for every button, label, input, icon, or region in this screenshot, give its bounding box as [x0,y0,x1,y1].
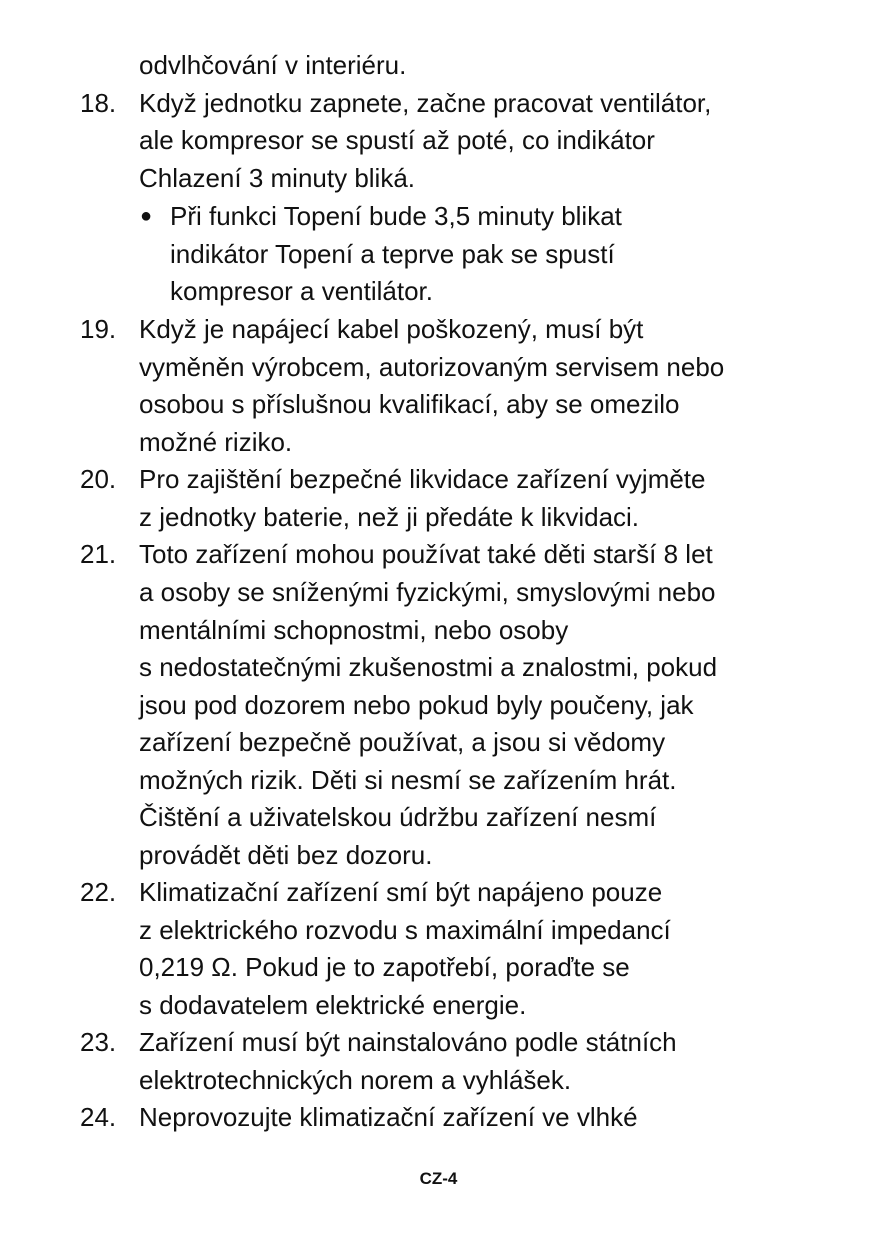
item-20-number: 20. [80,464,117,494]
item-22-number: 22. [80,877,117,907]
item-20-line-1: Pro zajištění bezpečné likvidace zařízení vyjměte [139,464,706,494]
item-21-number: 21. [80,539,117,569]
item-22-line-3: 0,219 Ω. Pokud je to zapotřebí, poraďte se [139,952,630,982]
item-23-line-2: elektrotechnických norem a vyhlášek. [139,1065,572,1095]
item-18-line-1: Když jednotku zapnete, začne pracovat ventilátor, [139,88,712,118]
item-23-line-1: Zařízení musí být nainstalováno podle státních [139,1027,677,1057]
item-22-line-2: z elektrického rozvodu s maximální impedancí [139,915,671,945]
item-19-line-1: Když je napájecí kabel poškozený, musí být [139,314,644,344]
page-number: CZ-4 [419,1169,458,1188]
item-22-line-4: s dodavatelem elektrické energie. [139,990,527,1020]
item-19-line-4: možné riziko. [139,427,293,457]
item-21-line-4: s nedostatečnými zkušenostmi a znalostmi, pokud [139,652,718,682]
item-19-line-2: vyměněn výrobcem, autorizovaným servisem nebo [139,352,725,382]
item-18-line-2: ale kompresor se spustí až poté, co indikátor [139,125,655,155]
bullet-icon: ● [140,205,153,227]
item-21-line-3: mentálními schopnostmi, nebo osoby [139,615,569,645]
item-21-line-1: Toto zařízení mohou používat také děti starší 8 let [139,539,713,569]
item-21-line-9: provádět děti bez dozoru. [139,840,433,870]
item-23-number: 23. [80,1027,117,1057]
item-21-line-7: možných rizik. Děti si nesmí se zařízením hrát. [139,765,677,795]
item-22-line-1: Klimatizační zařízení smí být napájeno pouze [139,877,663,907]
item-continuation-line-1: odvlhčování v interiéru. [139,50,407,80]
item-20-line-2: z jednotky baterie, než ji předáte k likvidaci. [139,502,640,532]
item-21-line-2: a osoby se sníženými fyzickými, smyslovými nebo [139,577,716,607]
item-18-line-3: Chlazení 3 minuty bliká. [139,163,416,193]
item-21-line-8: Čištění a uživatelskou údržbu zařízení nesmí [139,802,657,832]
item-18-bullet-line-1: Při funkci Topení bude 3,5 minuty blikat [170,201,622,231]
item-24-number: 24. [80,1102,117,1132]
item-19-number: 19. [80,314,117,344]
item-19-line-3: osobou s příslušnou kvalifikací, aby se omezilo [139,389,680,419]
item-24-line-1: Neprovozujte klimatizační zařízení ve vlhké [139,1102,638,1132]
item-21-line-5: jsou pod dozorem nebo pokud byly poučeny, jak [139,690,694,720]
item-18-bullet-line-3: kompresor a ventilátor. [170,276,434,306]
item-18-number: 18. [80,88,117,118]
item-21-line-6: zařízení bezpečně používat, a jsou si vědomy [139,727,666,757]
item-18-bullet-line-2: indikátor Topení a teprve pak se spustí [170,239,615,269]
